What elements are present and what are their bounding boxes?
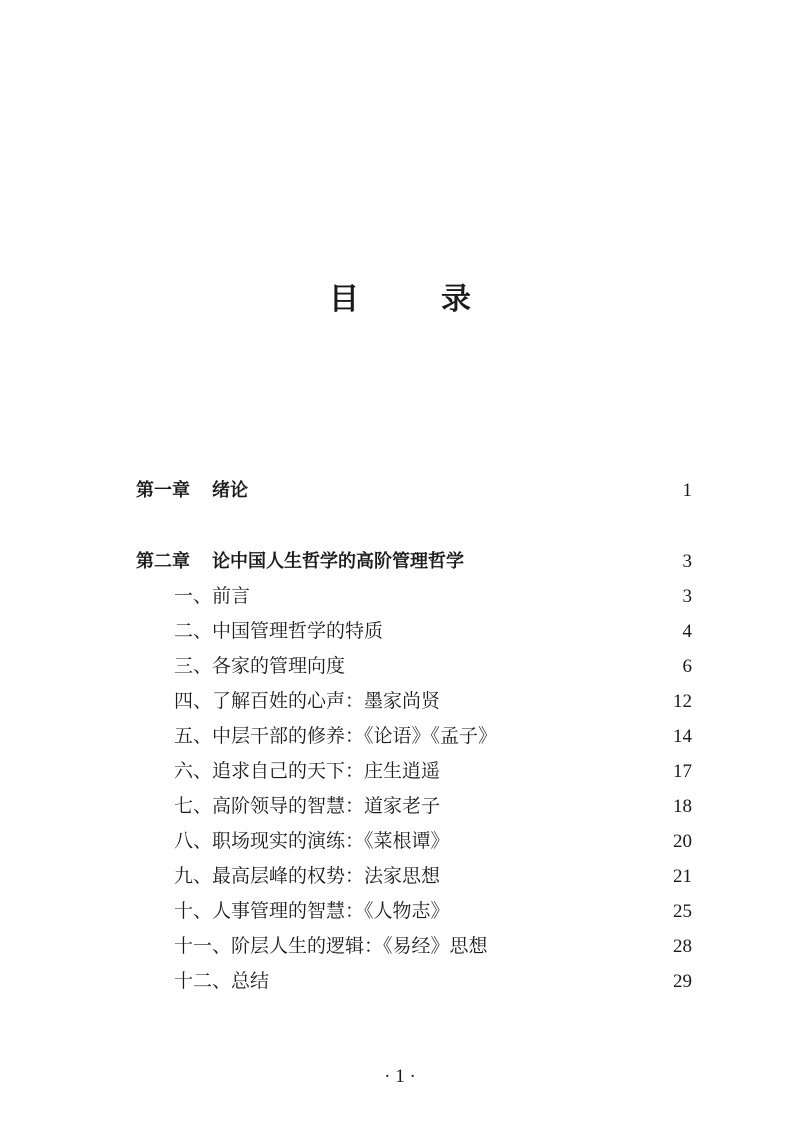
section-title: 九、最高层峰的权势：法家思想 <box>174 865 441 887</box>
toc-section[interactable] <box>136 964 692 999</box>
toc-chapter-1[interactable] <box>136 473 692 508</box>
toc-section[interactable] <box>136 789 692 824</box>
chapter-heading <box>136 473 248 508</box>
chapter-page-number: 1 <box>682 480 692 501</box>
section-title: 三、各家的管理向度 <box>174 655 346 677</box>
section-title: 八、职场现实的演练：《菜根谭》 <box>174 830 450 852</box>
section-page-number: 17 <box>673 761 692 782</box>
toc-section[interactable] <box>136 684 692 719</box>
section-title: 一、前言 <box>174 585 251 607</box>
chapter-title: 论中国人生哲学的高阶管理哲学 <box>212 551 464 572</box>
chapter-heading <box>136 544 464 579</box>
toc-section[interactable] <box>136 614 692 649</box>
section-page-number: 12 <box>673 691 692 712</box>
section-page-number: 6 <box>682 656 692 677</box>
section-page-number: 21 <box>673 866 692 887</box>
section-title: 十、人事管理的智慧：《人物志》 <box>174 900 450 922</box>
section-page-number: 20 <box>673 831 692 852</box>
section-title: 十二、总结 <box>174 970 270 992</box>
section-page-number: 3 <box>682 586 692 607</box>
chapter-page-number: 3 <box>682 551 692 572</box>
chapter-number: 第二章 <box>136 551 190 572</box>
toc-section[interactable] <box>136 859 692 894</box>
toc-section[interactable] <box>136 824 692 859</box>
section-page-number: 4 <box>682 621 692 642</box>
table-of-contents <box>136 473 692 999</box>
section-page-number: 18 <box>673 796 692 817</box>
toc-chapter-2[interactable] <box>136 544 692 579</box>
toc-section[interactable] <box>136 754 692 789</box>
section-page-number: 29 <box>673 971 692 992</box>
toc-section[interactable] <box>136 579 692 614</box>
section-title: 五、中层干部的修养：《论语》《孟子》 <box>174 725 498 747</box>
section-title: 四、了解百姓的心声：墨家尚贤 <box>174 690 441 712</box>
toc-section[interactable] <box>136 649 692 684</box>
section-title: 七、高阶领导的智慧：道家老子 <box>174 795 441 817</box>
page-number: · 1 · <box>384 1066 416 1087</box>
section-page-number: 25 <box>673 901 692 922</box>
page-title: 目 录 <box>329 282 497 317</box>
toc-section[interactable] <box>136 894 692 929</box>
toc-section[interactable] <box>136 929 692 964</box>
section-page-number: 14 <box>673 726 692 747</box>
chapter-number: 第一章 <box>136 480 190 501</box>
chapter-spacer <box>136 508 692 544</box>
section-page-number: 28 <box>673 936 692 957</box>
toc-section[interactable] <box>136 719 692 754</box>
chapter-title: 绪论 <box>212 480 248 501</box>
section-title: 六、追求自己的天下：庄生逍遥 <box>174 760 441 782</box>
section-title: 二、中国管理哲学的特质 <box>174 620 384 642</box>
section-title: 十一、阶层人生的逻辑：《易经》思想 <box>174 935 488 957</box>
